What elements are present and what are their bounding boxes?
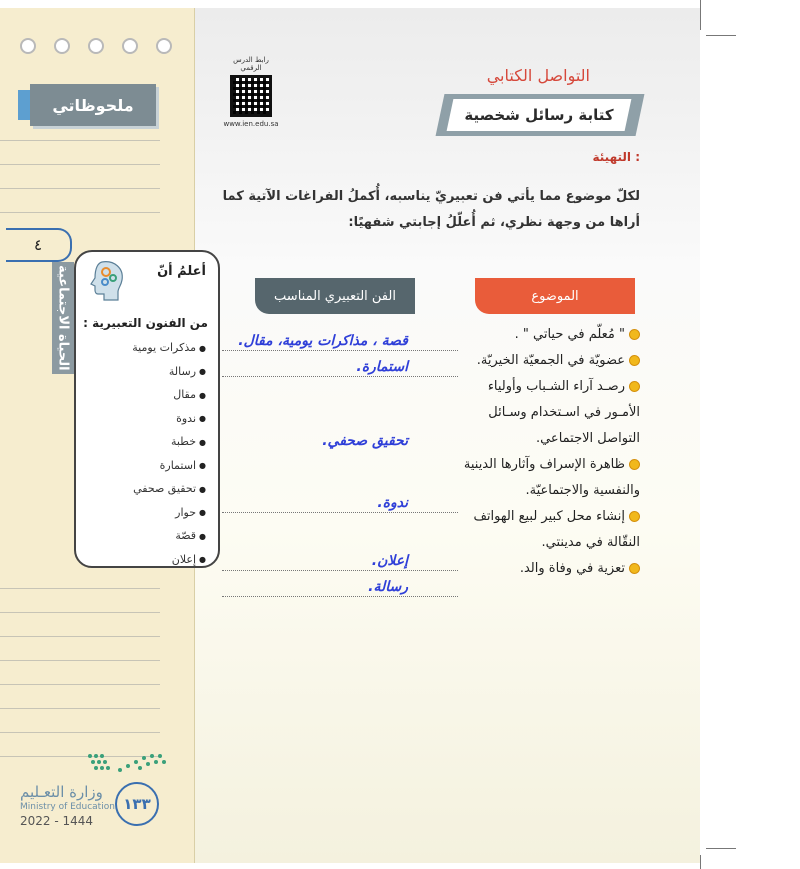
bullet-icon bbox=[629, 563, 640, 574]
answer-text: إعلان. bbox=[371, 553, 408, 569]
qr-url: www.ien.edu.sa bbox=[223, 120, 279, 128]
topic-list bbox=[460, 322, 640, 582]
infobox-title: أعلمُ أنّ bbox=[157, 264, 206, 279]
ministry-name: وزارة التعـليم bbox=[20, 783, 103, 801]
list-item: ● قصّة bbox=[80, 524, 206, 548]
infobox-subtitle: من الفنون التعبيرية : bbox=[83, 316, 208, 330]
answer-field[interactable] bbox=[222, 330, 458, 351]
qr-block[interactable] bbox=[222, 56, 280, 138]
topic-item: ظاهرة الإسراف وآثارها الدينية والنفسية والاجتماعيّة. bbox=[463, 457, 640, 498]
answer-field[interactable] bbox=[222, 576, 458, 597]
intro-heading: التهيئة : bbox=[592, 150, 640, 164]
list-item: ● خطبة bbox=[80, 430, 206, 454]
topic-column-header: الموضوع bbox=[475, 278, 635, 314]
answer-field[interactable] bbox=[222, 430, 458, 450]
bullet-icon bbox=[629, 511, 640, 522]
thinking-head-icon bbox=[82, 258, 128, 302]
art-forms-list bbox=[80, 336, 206, 571]
binder-hole bbox=[20, 38, 36, 54]
answer-text: قصة ، مذاكرات يومية، مقال. bbox=[238, 333, 408, 349]
binder-hole bbox=[156, 38, 172, 54]
list-item: ● استمارة bbox=[80, 454, 206, 478]
bullet-icon bbox=[629, 381, 640, 392]
list-item: ● حوار bbox=[80, 501, 206, 525]
topic-item: تعزية في وفاة والد. bbox=[460, 556, 640, 582]
answer-field[interactable] bbox=[222, 550, 458, 571]
qr-code-icon[interactable] bbox=[230, 75, 272, 117]
page-number: ١٣٣ bbox=[115, 782, 159, 826]
list-item: ● مقال bbox=[80, 383, 206, 407]
answer-text: استمارة. bbox=[356, 359, 408, 375]
qr-caption: رابط الدرس الرقمي bbox=[233, 56, 269, 72]
list-item: ● رسالة bbox=[80, 360, 206, 384]
exercise-prompt: لكلّ موضوع مما يأتي فن تعبيريّ يناسبه، أُكملُ الفراغات الآتية كما أراها من وجهة نظري، ثم أُعلّلُ إجابتي شفهيًا: bbox=[222, 189, 640, 230]
notes-title: ملحوظاتي bbox=[30, 84, 156, 126]
bullet-icon bbox=[629, 355, 640, 366]
answer-field[interactable] bbox=[222, 356, 458, 377]
list-item: ● إعلان bbox=[80, 548, 206, 572]
bullet-icon bbox=[629, 459, 640, 470]
bullet-icon bbox=[629, 329, 640, 340]
topic-item: عضويّة في الجمعيّة الخيريّة. bbox=[460, 348, 640, 374]
topic-item: رصـد آراء الشـباب وأولياء الأمـور في اسـتخدام وسـائل التواصل الاجتماعي. bbox=[487, 379, 640, 446]
answer-field[interactable] bbox=[222, 492, 458, 513]
list-item: ● تحقيق صحفي bbox=[80, 477, 206, 501]
unit-number: ٤ bbox=[6, 228, 72, 262]
art-column-header: الفن التعبيري المناسب bbox=[255, 278, 415, 314]
ministry-logo-icon bbox=[80, 748, 172, 778]
answer-text: رسالة. bbox=[368, 579, 408, 595]
list-item: ● مذكرات يومية bbox=[80, 336, 206, 360]
binder-hole bbox=[122, 38, 138, 54]
list-item: ● ندوة bbox=[80, 407, 206, 431]
binder-hole bbox=[88, 38, 104, 54]
unit-name: الحياة الاجتماعية bbox=[52, 262, 74, 374]
edition-year: 2022 - 1444 bbox=[20, 814, 94, 828]
answer-text: تحقيق صحفي. bbox=[322, 433, 408, 449]
answer-text: ندوة. bbox=[377, 495, 408, 511]
ministry-name-en: Ministry of Education bbox=[20, 802, 115, 812]
lesson-title: كتابة رسائل شخصية bbox=[464, 106, 614, 124]
section-title: التواصل الكتابي bbox=[486, 66, 590, 85]
topic-item: " مُعلّم في حياتي " . bbox=[460, 322, 640, 348]
binder-hole bbox=[54, 38, 70, 54]
topic-item: إنشاء محل كبير لبيع الهواتف النقّالة في مدينتي. bbox=[473, 509, 640, 550]
